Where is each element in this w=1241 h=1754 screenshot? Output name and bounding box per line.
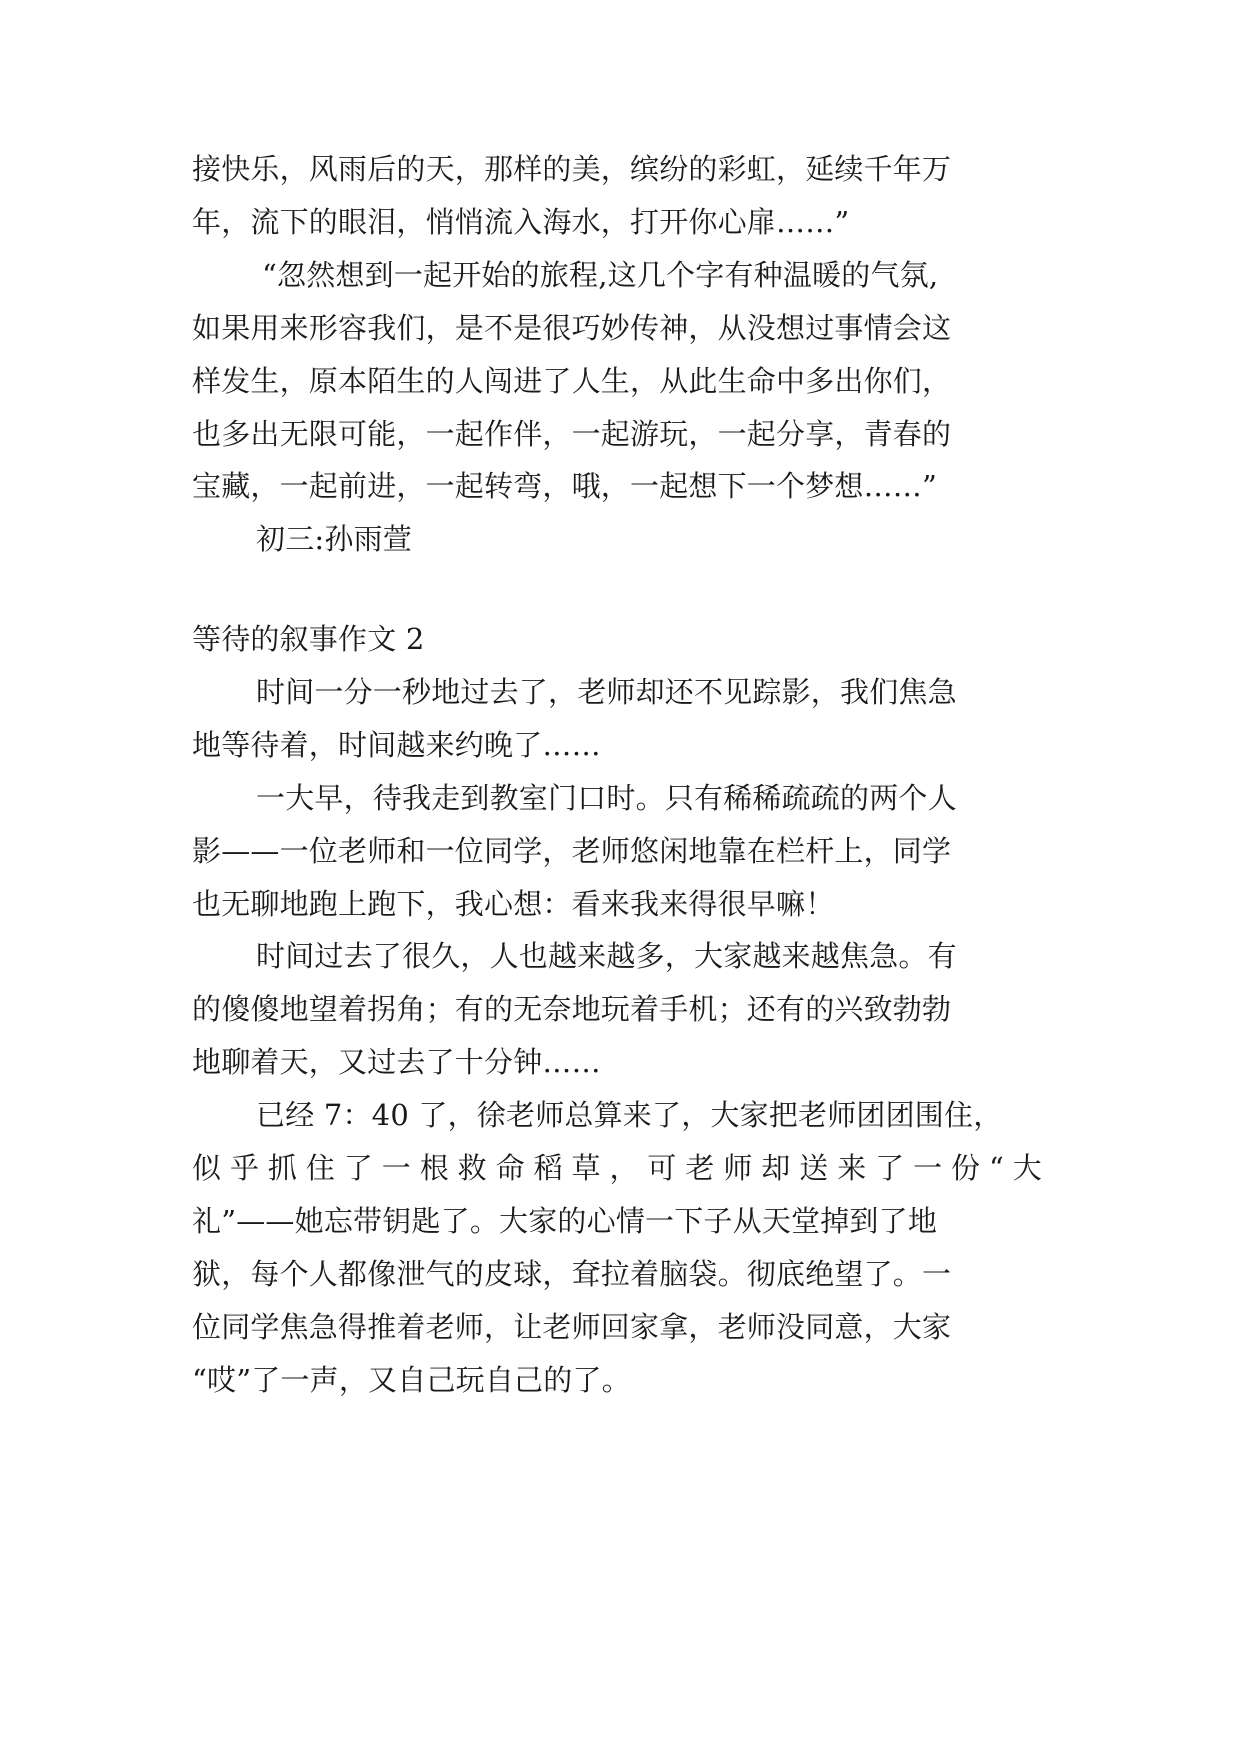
paragraph-line: 礼”——她忘带钥匙了。大家的心情一下子从天堂掉到了地 [192, 1204, 938, 1238]
paragraph-line: 宝藏，一起前进，一起转弯，哦，一起想下一个梦想……” [192, 469, 938, 503]
paragraph-line: 时间过去了很久，人也越来越多，大家越来越焦急。有 [256, 939, 957, 973]
paragraph-line: 时间一分一秒地过去了，老师却还不见踪影，我们焦急 [256, 675, 957, 709]
paragraph-line: 似乎抓住了一根救命稻草，可老师却送来了一份“大 [192, 1151, 1042, 1185]
paragraph-line: 年，流下的眼泪，悄悄流入海水，打开你心扉……” [192, 205, 850, 239]
paragraph-line: 地等待着，时间越来约晚了…… [192, 728, 601, 762]
paragraph-line: 已经 7：40 了，徐老师总算来了，大家把老师团团围住， [256, 1098, 1003, 1132]
paragraph-line: 也无聊地跑上跑下，我心想：看来我来得很早嘛！ [192, 887, 835, 921]
paragraph-line: 狱，每个人都像泄气的皮球，耷拉着脑袋。彻底绝望了。一 [192, 1257, 952, 1291]
paragraph-line: 一大早，待我走到教室门口时。只有稀稀疏疏的两个人 [256, 781, 957, 815]
paragraph-line: 如果用来形容我们，是不是很巧妙传神，从没想过事情会这 [192, 311, 952, 345]
author-line: 初三:孙雨萱 [256, 522, 412, 556]
paragraph-line: 也多出无限可能，一起作伴，一起游玩，一起分享，青春的 [192, 417, 952, 451]
paragraph-line: 样发生，原本陌生的人闯进了人生，从此生命中多出你们， [192, 364, 952, 398]
paragraph-line: “忽然想到一起开始的旅程,这几个字有种温暖的气氛, [262, 258, 939, 292]
paragraph-line: 接快乐，风雨后的天，那样的美，缤纷的彩虹，延续千年万 [192, 152, 952, 186]
paragraph-line: 位同学焦急得推着老师，让老师回家拿，老师没同意，大家 [192, 1310, 952, 1344]
paragraph-line: 地聊着天，又过去了十分钟…… [192, 1045, 601, 1079]
paragraph-line: 影——一位老师和一位同学，老师悠闲地靠在栏杆上，同学 [192, 834, 952, 868]
section-title: 等待的叙事作文 2 [192, 622, 425, 656]
paragraph-line: 的傻傻地望着拐角；有的无奈地玩着手机；还有的兴致勃勃 [192, 992, 952, 1026]
paragraph-line: “哎”了一声，又自己玩自己的了。 [192, 1363, 631, 1397]
